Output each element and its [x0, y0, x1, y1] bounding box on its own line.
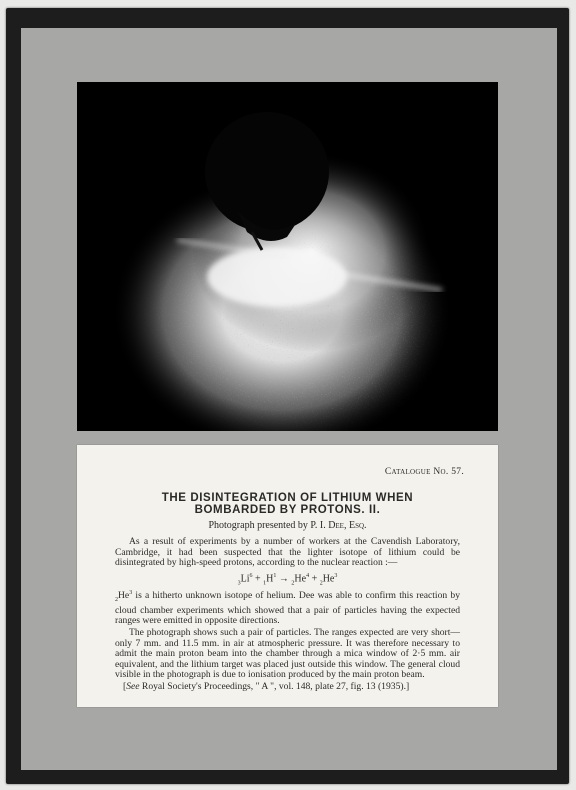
eq-he3: He [322, 573, 335, 585]
photograph-image [77, 82, 498, 431]
p2-he: He [118, 590, 130, 602]
eq-he3-sup: 3 [334, 572, 338, 579]
paragraph-1: As a result of experiments by a number of workers at the Cavendish Laboratory, Cambridge, it had been suspected that the lighter isotope of lithium could be disintegrated by high-speed protons, according to the nuclear reaction :— [115, 536, 460, 569]
title-line-2: BOMBARDED BY PROTONS. II. [194, 504, 381, 516]
nuclear-equation [115, 573, 460, 586]
presented-prefix: Photograph presented by [208, 520, 308, 531]
presented-by [115, 520, 460, 531]
caption-card [77, 445, 498, 707]
eq-h-sub: 1 [263, 580, 267, 587]
catalogue-number: Catalogue No. 57. [384, 467, 464, 477]
ref-see: See [126, 680, 140, 692]
eq-li: Li [240, 573, 250, 585]
caption-title [115, 492, 460, 516]
p2-sub: 2 [115, 597, 118, 604]
p2-text: is a hitherto unknown isotope of helium. Dee was able to confirm this reaction by cloud chamber experiments which showed that a pair of particles having the expected ranges were emitted in opposite directions. [115, 590, 460, 627]
p2-sup: 3 [129, 590, 133, 597]
eq-he4-sub: 2 [291, 580, 295, 587]
eq-plus-2: + [309, 573, 320, 585]
eq-he4-sup: 4 [306, 572, 310, 579]
ref-prefix: [ [123, 680, 127, 692]
eq-plus-1: + [252, 573, 264, 585]
ref-rest: Royal Society's Proceedings, " A ", vol. 148, plate 27, fig. 13 (1935).] [139, 680, 410, 692]
eq-li-sup: 6 [249, 572, 253, 579]
eq-arrow: → [276, 573, 292, 585]
eq-li-sub: 3 [237, 580, 241, 587]
paragraph-3: The photograph shows such a pair of particles. The ranges expected are very short—only 7 mm. and 11.5 mm. in air at atmospheric pressure. It was therefore necessary to admit the main proton beam into the chamber through a mica window of 2·5 mm. air equivalent, and the lithium target was placed just outside this window. The general cloud visible in the photograph is due to ionisation produced by the main proton beam. [115, 626, 460, 681]
paragraph-2 [115, 588, 460, 627]
cloud-chamber-photograph [77, 82, 498, 431]
eq-h-sup: 1 [273, 572, 277, 579]
eq-h: H [266, 573, 274, 585]
eq-he3-sub: 2 [319, 580, 323, 587]
eq-he4: He [294, 573, 307, 585]
title-line-1: THE DISINTEGRATION OF LITHIUM WHEN [161, 492, 414, 504]
reference-line [115, 682, 460, 693]
presenter-name: P. I. Dee, Esq. [310, 520, 367, 531]
